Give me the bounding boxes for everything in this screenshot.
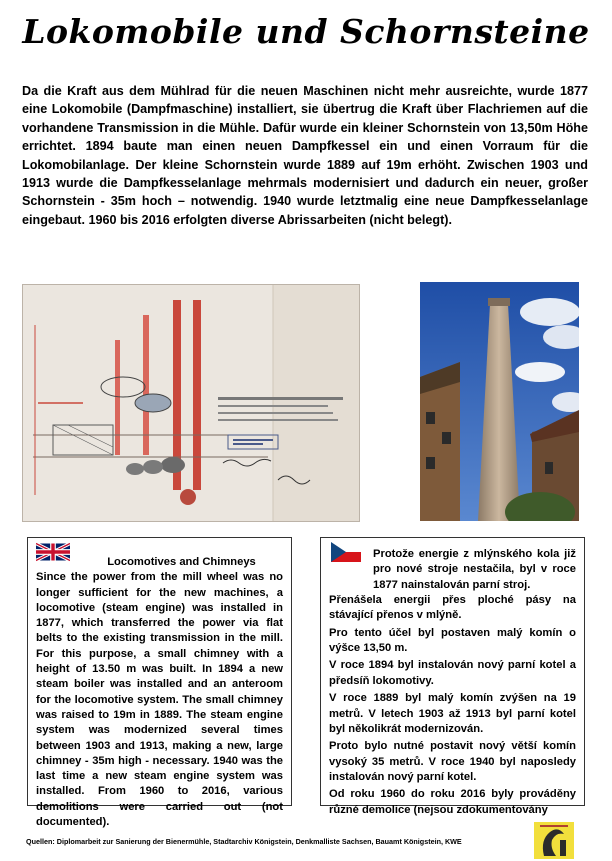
czech-paragraph: Protože energie z mlýnského kola již pro nové stroje nestačila, byl v roce 1877 nainstalován parní stroj. bbox=[373, 548, 576, 591]
czech-text-box bbox=[320, 537, 585, 816]
english-heading: Locomotives and Chimneys bbox=[107, 556, 256, 568]
page-title: Lokomobile und Schornsteine bbox=[22, 12, 590, 51]
english-text-box bbox=[27, 537, 292, 829]
czech-paragraph: Přenášela energii přes ploché pásy na stávající přenos v mlýně. bbox=[329, 593, 576, 622]
intro-paragraph: Da die Kraft aus dem Mühlrad für die neuen Maschinen nicht mehr ausreichte, wurde 1877 eine Lokomobile (Dampfmaschine) installiert, sie übertrug die Kraft über Flachriemen auf die vorhandene Transmission in die Mühle. Dafür wurde ein kleiner Schornstein von 13,50m Höhe errichtet. 1894 baute man einen neuen Dampfkessel ein und einen Vorraum für die Lokomobilanlage. Der kleine Schornstein wurde 1889 auf 19m erhöht. Zwischen 1903 und 1913 wurde die Dampfkesselanlage mehrmals modernisiert und dadurch ein neuer, großer Schornstein - 35m hoch – notwendig. 1940 wurde letztmalig eine neue Dampfkesselanlage eingebaut. 1960 bis 2016 erfolgten diverse Abrissarbeiten (nicht belegt). bbox=[22, 84, 588, 227]
kwe-logo bbox=[534, 822, 574, 859]
architectural-plan-image bbox=[22, 284, 360, 522]
chimney-scene bbox=[420, 282, 579, 521]
chimney-photo bbox=[420, 282, 579, 521]
czech-paragraph: V roce 1894 byl instalován nový parní kotel a předsíň lokomotivy. bbox=[329, 659, 576, 687]
english-body: Since the power from the mill wheel was no longer sufficient for the new machines, a locomotive (steam engine) was installed in 1877, which transferred the power via flat belts to the existing transmission in the mill. For this purpose, a small chimney with a height of 13.50 m was built. In 1894 a new steam boiler was installed and an anteroom for the locomotive system. The small chimney was raised to 19m in 1889. The steam engine system was modernized several times between 1903 and 1913, making a new, large chimney - 35m high - necessary. 1940 was the last time a new steam engine system was installed. From 1960 to 2016, various demolitions were carried out (not documented). bbox=[36, 571, 283, 829]
czech-paragraph: Proto bylo nutné postavit nový větší komín vysoký 35 metrů. V roce 1940 byl naposledy instalován nový parní kotel. bbox=[329, 740, 576, 783]
czech-paragraph: Pro tento účel byl postaven malý komín o výšce 13,50 m. bbox=[329, 626, 576, 654]
sources-footnote: Quellen: Diplomarbeit zur Sanierung der Bienermühle, Stadtarchiv Königstein, Denkmalliste Sachsen, Bauamt Königstein, KWE bbox=[26, 837, 462, 846]
uk-flag-icon bbox=[36, 542, 70, 567]
czech-paragraph: V roce 1889 byl malý komín zvýšen na 19 metrů. V letech 1903 až 1913 byl parní kotel byl několikrát modernizován. bbox=[329, 692, 576, 735]
czech-flag-icon bbox=[329, 542, 363, 567]
plan-drawing bbox=[23, 285, 360, 522]
czech-paragraph: Od roku 1960 do roku 2016 byly prováděny různé demolice (nejsou zdokumentovány bbox=[329, 788, 576, 816]
